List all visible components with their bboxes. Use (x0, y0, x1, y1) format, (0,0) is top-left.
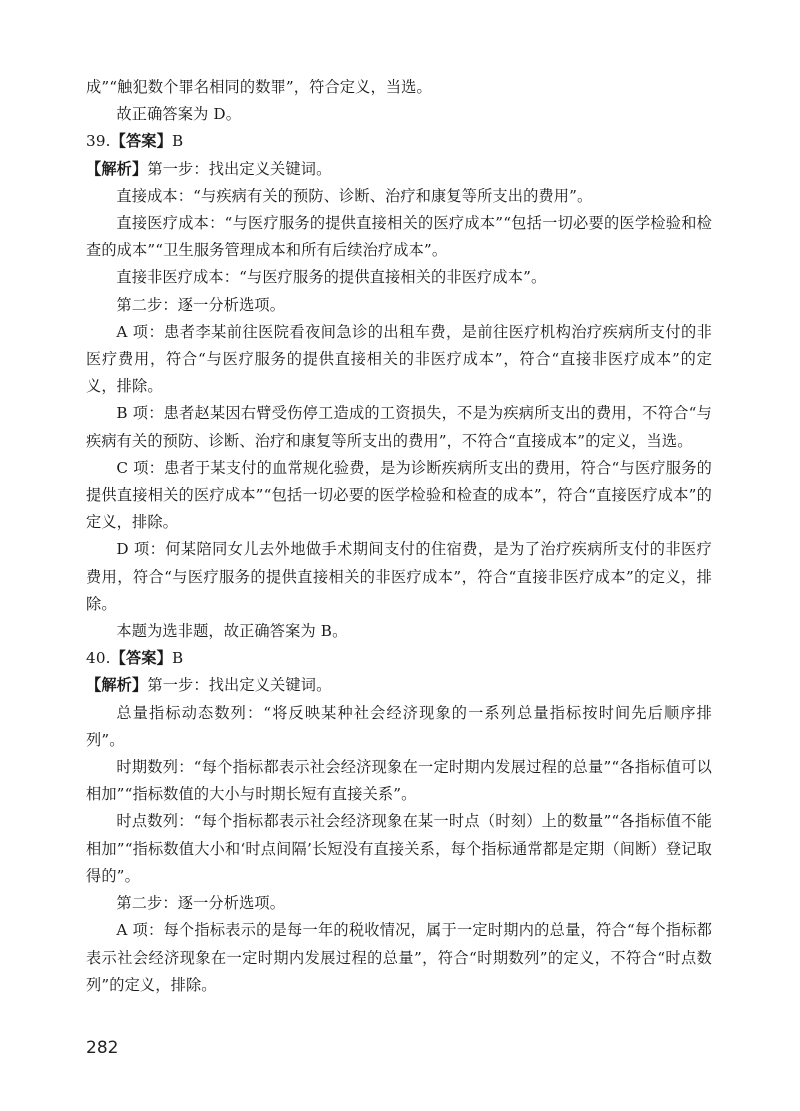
question-number: 40. (86, 649, 111, 668)
document-body (86, 74, 712, 999)
analysis-step: 第一步：找出定义关键词。 (147, 159, 332, 178)
paragraph-continuation: 成”“触犯数个罪名相同的数罪”，符合定义，当选。 (86, 78, 432, 96)
definition-paragraph: 总量指标动态数列：“将反映某种社会经济现象的一系列总量指标按时间先后顺序排列”。 (86, 703, 712, 749)
definition-paragraph: 直接非医疗成本：“与医疗服务的提供直接相关的非医疗成本”。 (116, 268, 547, 287)
page-number: 282 (86, 1038, 119, 1058)
step-paragraph: 第二步：逐一分析选项。 (116, 295, 286, 314)
option-c-paragraph: C 项：患者于某支付的血常规化验费，是为诊断疾病所支出的费用，符合“与医疗服务的提供直接相关的医疗成本”“包括一切必要的医学检验和检查的成本”，符合“直接医疗成本”的定义，排除。 (86, 458, 712, 532)
definition-paragraph: 直接成本：“与疾病有关的预防、诊断、治疗和康复等所支出的费用”。 (116, 186, 593, 205)
definition-paragraph: 直接医疗成本：“与医疗服务的提供直接相关的医疗成本”“包括一切必要的医学检验和检查的成本”“卫生服务管理成本和所有后续治疗成本”。 (86, 214, 712, 260)
question-number: 39. (86, 132, 111, 151)
analysis-heading-40 (86, 672, 712, 699)
option-a-paragraph: A 项：每个指标表示的是每一年的税收情况，属于一定时期内的总量，符合“每个指标都表示社会经济现象在一定时期内发展过程的总量”，符合“时期数列”的定义，不符合“时点数列”的定义，排除。 (86, 921, 712, 994)
answer-label: 【答案】 (110, 649, 172, 668)
answer-label: 【答案】 (110, 132, 172, 151)
definition-paragraph: 时点数列：“每个指标都表示社会经济现象在某一时点（时刻）上的数量”“各指标值不能相加”“指标数值大小和‘时点间隔’长短没有直接关系，每个指标通常都是定期（间断）登记取得的”。 (86, 812, 712, 885)
answer-value: B (171, 649, 184, 668)
analysis-label: 【解析】 (86, 159, 148, 178)
paragraph-conclusion: 本题为选非题，故正确答案为 B。 (116, 622, 348, 641)
option-d-paragraph: D 项：何某陪同女儿去外地做手术期间支付的住宿费，是为了治疗疾病所支付的非医疗费用，符合“与医疗服务的提供直接相关的非医疗成本”，符合“直接非医疗成本”的定义，排除。 (86, 540, 712, 613)
answer-heading-40 (86, 645, 712, 672)
analysis-step: 第一步：找出定义关键词。 (147, 676, 332, 695)
answer-value: B (171, 132, 184, 151)
step-paragraph: 第二步：逐一分析选项。 (116, 894, 286, 913)
definition-paragraph: 时期数列：“每个指标都表示社会经济现象在一定时期内发展过程的总量”“各指标值可以相加”“指标数值的大小与时期长短有直接关系”。 (86, 758, 712, 804)
answer-heading-39 (86, 128, 712, 155)
option-b-paragraph: B 项：患者赵某因右臂受伤停工造成的工资损失，不是为疾病所支出的费用，不符合“与疾病有关的预防、诊断、治疗和康复等所支出的费用”，不符合“直接成本”的定义，当选。 (86, 404, 712, 450)
analysis-label: 【解析】 (86, 676, 148, 695)
option-a-paragraph: A 项：患者李某前往医院看夜间急诊的出租车费，是前往医疗机构治疗疾病所支付的非医疗费用，符合“与医疗服务的提供直接相关的非医疗成本”，符合“直接非医疗成本”的定义，排除。 (86, 322, 712, 396)
analysis-heading-39 (86, 156, 712, 183)
paragraph-conclusion: 故正确答案为 D。 (116, 105, 242, 124)
